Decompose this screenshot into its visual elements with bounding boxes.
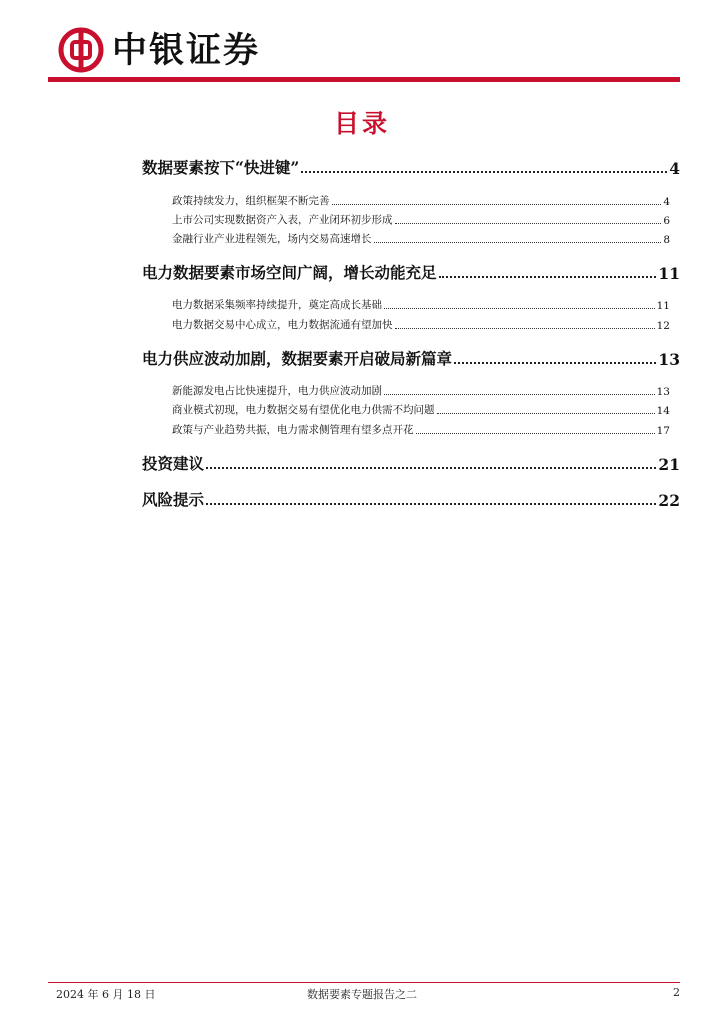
bank-of-china-logo-icon <box>58 27 104 73</box>
toc-entry-page: 21 <box>658 455 680 474</box>
toc-entry[interactable] <box>172 212 670 227</box>
dot-leader <box>206 503 656 505</box>
dot-leader <box>395 328 655 329</box>
toc-entry[interactable] <box>172 422 670 437</box>
dot-leader <box>301 171 667 173</box>
toc-entry-page: 8 <box>663 234 670 246</box>
toc-entry-text: 政策与产业趋势共振，电力需求侧管理有望多点开花 <box>172 424 414 436</box>
toc-entry-text: 上市公司实现数据资产入表，产业闭环初步形成 <box>172 214 393 226</box>
dot-leader <box>384 394 655 395</box>
dot-leader <box>439 276 657 278</box>
toc-entry-page: 12 <box>656 320 670 332</box>
dot-leader <box>206 467 656 469</box>
toc-entry-page: 13 <box>658 350 680 369</box>
toc-entry-text: 电力数据采集频率持续提升，奠定高成长基础 <box>172 299 382 311</box>
page-header <box>48 27 680 75</box>
footer-date: 2024 年 6 月 18 日 <box>56 988 156 1001</box>
toc-entry-page: 17 <box>656 425 670 437</box>
toc-entry-page: 4 <box>669 159 680 178</box>
dot-leader <box>374 242 662 243</box>
toc-entry[interactable] <box>172 297 670 312</box>
toc-entry[interactable] <box>142 261 680 283</box>
toc-entry-text: 金融行业产业进程领先，场内交易高速增长 <box>172 233 372 245</box>
toc-entry-page: 6 <box>663 215 670 227</box>
dot-leader <box>416 433 655 434</box>
toc-entry[interactable] <box>142 488 680 510</box>
toc-entry[interactable] <box>142 347 680 369</box>
toc-entry-text: 电力数据交易中心成立，电力数据流通有望加快 <box>172 319 393 331</box>
dot-leader <box>384 308 655 309</box>
toc-entry-text: 数据要素按下“快进键” <box>142 158 300 177</box>
toc-entry-page: 11 <box>656 300 670 312</box>
toc-entry-text: 投资建议 <box>142 454 205 473</box>
toc-entry[interactable] <box>142 156 680 178</box>
toc-entry-text: 新能源发电占比快速提升，电力供应波动加剧 <box>172 385 382 397</box>
toc-entry-page: 13 <box>656 386 670 398</box>
toc-entry-text: 电力数据要素市场空间广阔，增长动能充足 <box>142 263 437 282</box>
toc-entry-text: 电力供应波动加剧，数据要素开启破局新篇章 <box>142 349 453 368</box>
toc-entry-page: 4 <box>663 196 670 208</box>
toc-entry-page: 14 <box>656 405 670 417</box>
toc-entry[interactable] <box>172 402 670 417</box>
dot-leader <box>437 413 655 414</box>
toc-entry-text: 商业模式初现，电力数据交易有望优化电力供需不均问题 <box>172 404 435 416</box>
toc-entry[interactable] <box>142 452 680 474</box>
toc-entry[interactable] <box>172 231 670 246</box>
toc-entry[interactable] <box>172 383 670 398</box>
header-rule <box>48 77 680 82</box>
toc-entry-text: 风险提示 <box>142 490 205 509</box>
footer-rule <box>48 982 680 983</box>
footer-page-number: 2 <box>673 986 680 999</box>
toc-entry-text: 政策持续发力，组织框架不断完善 <box>172 195 330 207</box>
dot-leader <box>454 362 656 364</box>
toc-entry[interactable] <box>172 317 670 332</box>
dot-leader <box>395 223 662 224</box>
toc-title: 目录 <box>333 109 390 138</box>
toc-entry-page: 22 <box>658 491 680 510</box>
toc-entry-page: 11 <box>658 264 680 283</box>
brand-name: 中银证券 <box>112 30 261 71</box>
toc-entry[interactable] <box>172 193 670 208</box>
footer-report-title: 数据要素专题报告之二 <box>307 988 417 1001</box>
dot-leader <box>332 204 662 205</box>
